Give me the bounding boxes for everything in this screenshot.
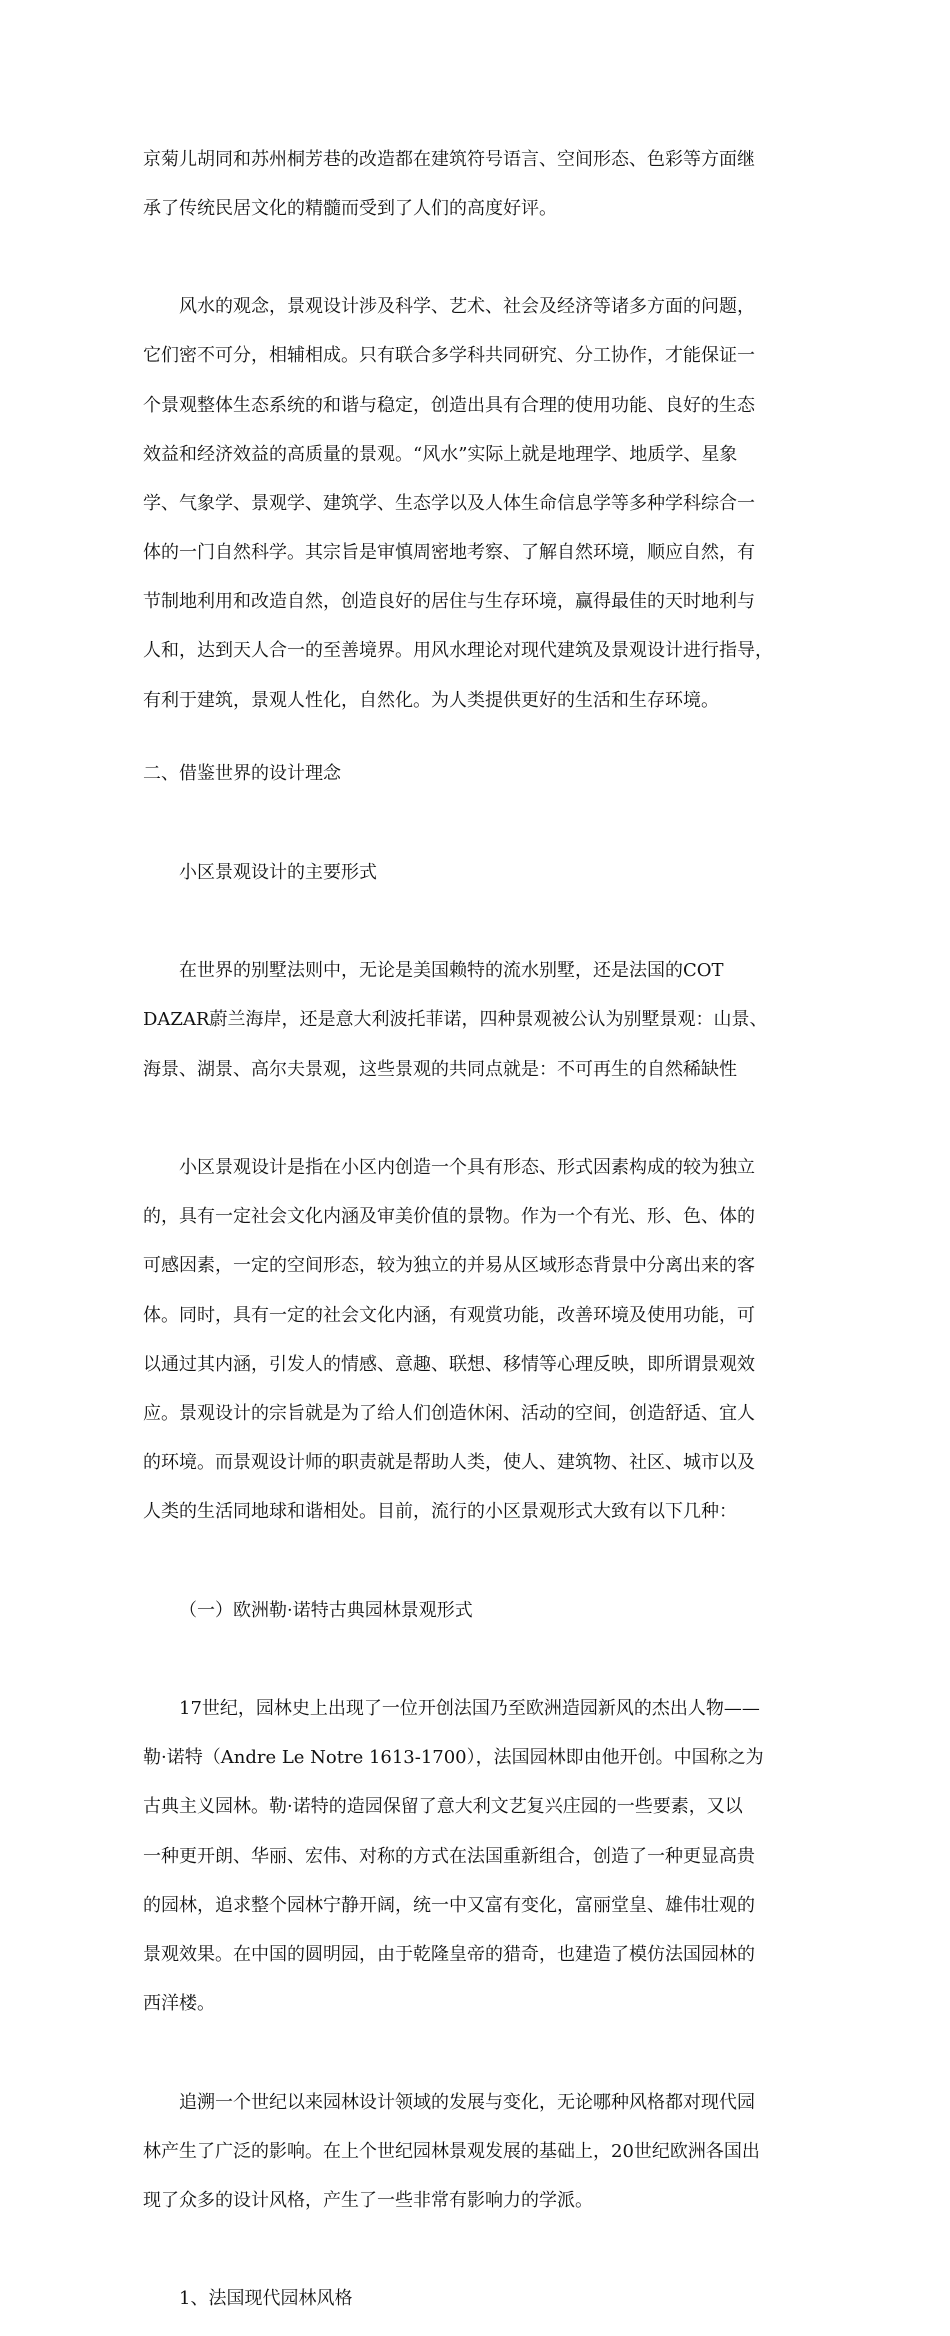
text-line: 可感因素，一定的空间形态，较为独立的并易从区域形态背景中分离出来的客 [143, 1255, 755, 1277]
text-line: 的，具有一定社会文化内涵及审美价值的景物。作为一个有光、形、色、体的 [143, 1206, 755, 1228]
text-line: 人和，达到天人合一的至善境界。用风水理论对现代建筑及景观设计进行指导， [143, 640, 773, 662]
text-line: 海景、湖景、高尔夫景观，这些景观的共同点就是：不可再生的自然稀缺性 [143, 1058, 737, 1080]
text-line: 它们密不可分，相辅相成。只有联合多学科共同研究、分工协作，才能保证一 [143, 345, 755, 367]
document-body [143, 123, 813, 2336]
text-line: 承了传统民居文化的精髓而受到了人们的高度好评。 [143, 197, 557, 219]
paragraph-villa-rules [143, 935, 813, 1107]
text-line: 学、气象学、景观学、建筑学、生态学以及人体生命信息学等多种学科综合一 [143, 492, 755, 514]
text-line: 京菊儿胡同和苏州桐芳巷的改造都在建筑符号语言、空间形态、色彩等方面继 [143, 148, 755, 170]
text-line: 追溯一个世纪以来园林设计领域的发展与变化，无论哪种风格都对现代园 [179, 2091, 755, 2113]
text-line: DAZAR蔚兰海岸，还是意大利波托菲诺，四种景观被公认为别墅景观：山景、 [143, 1009, 768, 1031]
subheading-main-forms [143, 836, 813, 910]
text-line: 体的一门自然科学。其宗旨是审慎周密地考察、了解自然环境，顺应自然，有 [143, 542, 755, 564]
text-line: 效益和经济效益的高质量的景观。“风水”实际上就是地理学、地质学、星象 [143, 443, 738, 465]
text-line: 人类的生活同地球和谐相处。目前，流行的小区景观形式大致有以下几种： [143, 1501, 737, 1523]
subheading-text: 小区景观设计的主要形式 [179, 861, 377, 883]
paragraph-fengshui [143, 271, 813, 738]
text-line: 的园林，追求整个园林宁静开阔，统一中又富有变化，富丽堂皇、雄伟壮观的 [143, 1894, 755, 1916]
text-line: 小区景观设计是指在小区内创造一个具有形态、形式因素构成的较为独立 [179, 1156, 755, 1178]
text-line: 有利于建筑，景观人性化，自然化。为人类提供更好的生活和生存环境。 [143, 689, 719, 711]
text-line: 个景观整体生态系统的和谐与稳定，创造出具有合理的使用功能、良好的生态 [143, 394, 755, 416]
paragraph-continuation [143, 123, 813, 246]
text-line: 现了众多的设计风格，产生了一些非常有影响力的学派。 [143, 2189, 593, 2211]
text-line: 古典主义园林。勒·诺特的造园保留了意大利文艺复兴庄园的一些要素，又以 [143, 1796, 743, 1818]
heading-text: 二、借鉴世界的设计理念 [143, 763, 341, 785]
section-heading [143, 738, 813, 812]
text-line: 林产生了广泛的影响。在上个世纪园林景观发展的基础上，20世纪欧洲各国出 [143, 2140, 760, 2162]
paragraph-century-review [143, 2066, 813, 2238]
text-line: 17世纪，园林史上出现了一位开创法国乃至欧洲造园新风的杰出人物—— [179, 1698, 760, 1719]
text-line: 节制地利用和改造自然，创造良好的居住与生存环境，赢得最佳的天时地利与 [143, 591, 755, 613]
paragraph-17th-century [143, 1672, 813, 2041]
text-line: 以通过其内涵，引发人的情感、意趣、联想、移情等心理反映，即所谓景观效 [143, 1353, 755, 1375]
text-line: 西洋楼。 [143, 1993, 215, 2015]
text-line: 一种更开朗、华丽、宏伟、对称的方式在法国重新组合，创造了一种更显高贵 [143, 1845, 755, 1867]
text-line: 的环境。而景观设计师的职责就是帮助人类，使人、建筑物、社区、城市以及 [143, 1452, 755, 1474]
subheading-text: （一）欧洲勒·诺特古典园林景观形式 [179, 1599, 473, 1621]
paragraph-landscape-design [143, 1131, 813, 1549]
text-line: 勒·诺特（Andre Le Notre 1613-1700），法国园林即由他开创。中国称之为 [143, 1747, 764, 1769]
subheading-french-modern [143, 2263, 813, 2336]
text-line: 风水的观念，景观设计涉及科学、艺术、社会及经济等诸多方面的问题， [179, 296, 755, 318]
subheading-le-notre [143, 1574, 813, 1648]
text-line: 体。同时，具有一定的社会文化内涵，有观赏功能，改善环境及使用功能，可 [143, 1304, 755, 1326]
text-line: 景观效果。在中国的圆明园，由于乾隆皇帝的猎奇，也建造了模仿法国园林的 [143, 1943, 755, 1965]
subheading-text: 1、法国现代园林风格 [179, 2288, 353, 2310]
text-line: 在世界的别墅法则中，无论是美国赖特的流水别墅，还是法国的COT [179, 960, 724, 982]
text-line: 应。景观设计的宗旨就是为了给人们创造休闲、活动的空间，创造舒适、宜人 [143, 1402, 755, 1424]
